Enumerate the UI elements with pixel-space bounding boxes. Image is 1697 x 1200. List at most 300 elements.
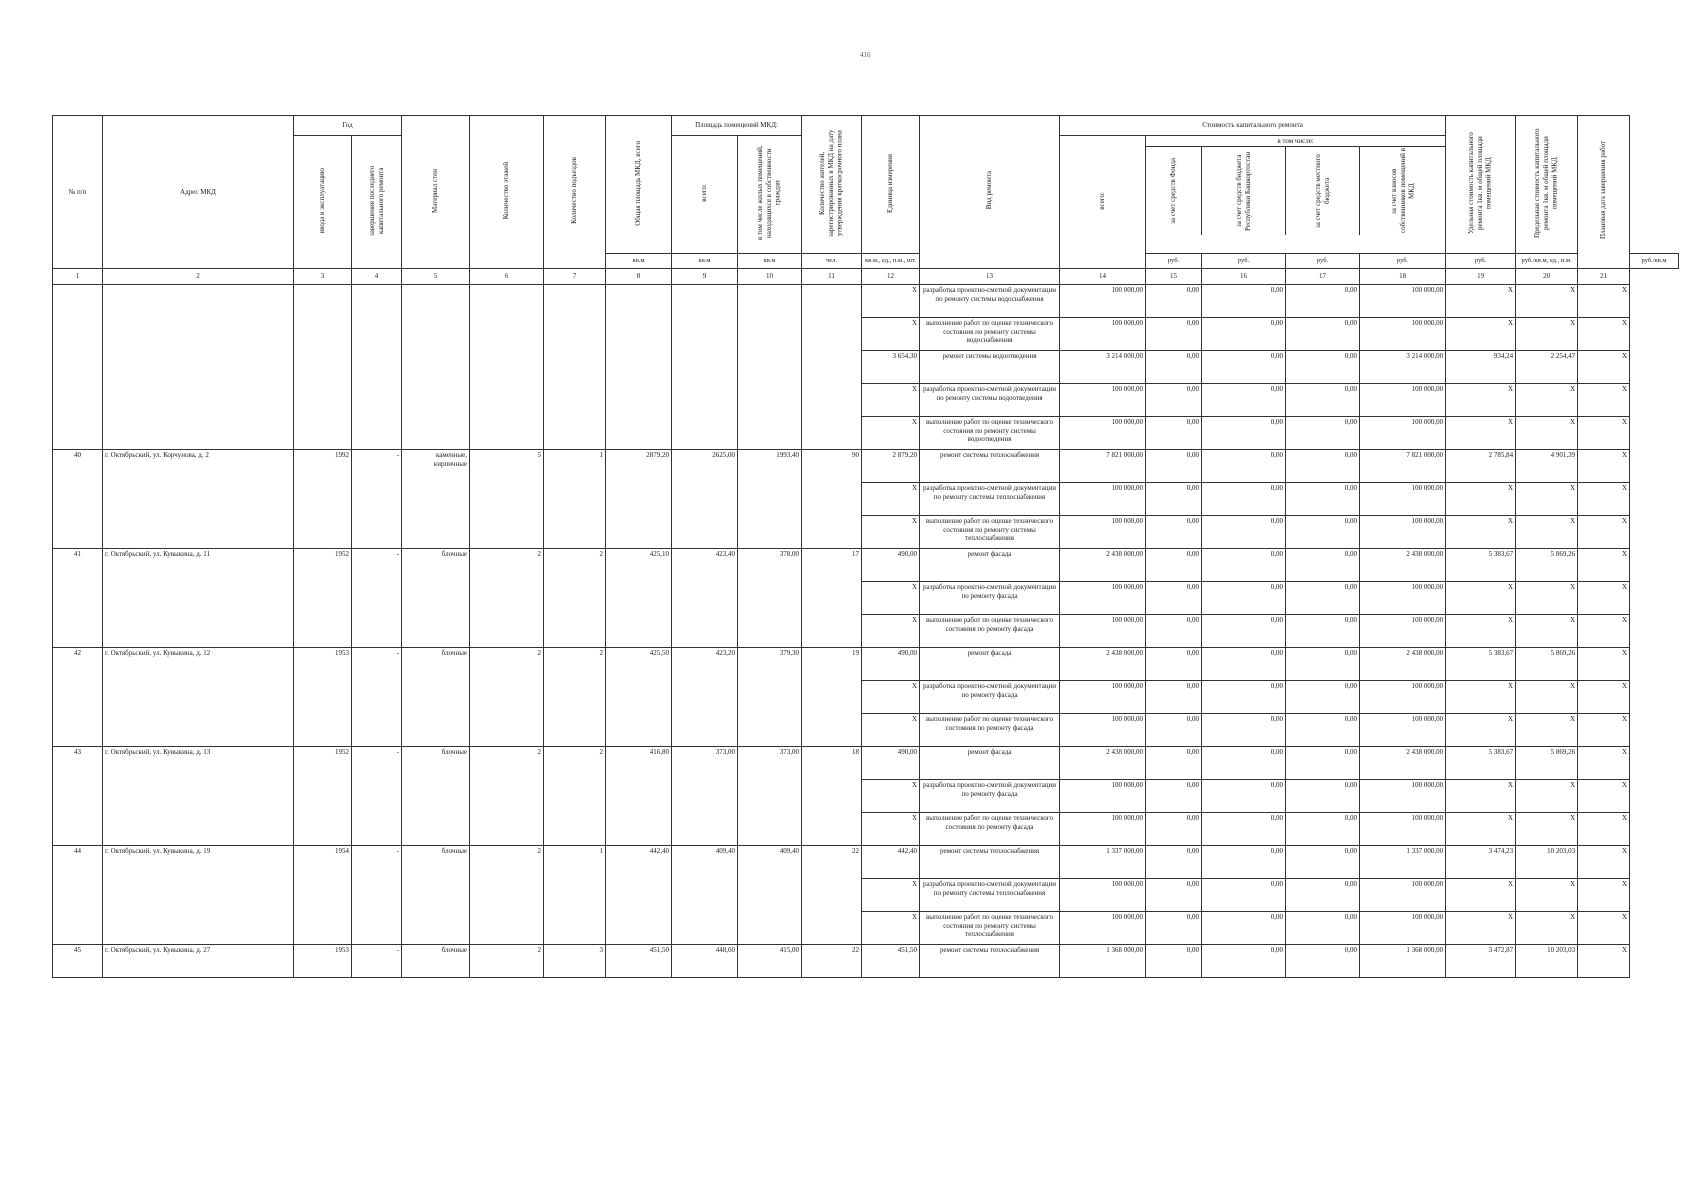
repair-type-cell: выполнение работ по оценке технического состояния по ремонту системы водоснабжения bbox=[920, 317, 1060, 350]
cost-total-cell: 2 438 000,00 bbox=[1060, 647, 1146, 680]
column-index-cell: 11 bbox=[802, 268, 862, 284]
cost-fund-cell: 0,00 bbox=[1146, 614, 1202, 647]
planned-date-cell: X bbox=[1578, 284, 1630, 317]
total-area-cell: 416,80 bbox=[606, 746, 672, 845]
cost-republic-cell: 0,00 bbox=[1202, 779, 1286, 812]
last-repair-cell: - bbox=[352, 845, 402, 944]
header-premises-group: Площадь помещений МКД: bbox=[672, 116, 802, 136]
cost-owners-cell: 100 000,00 bbox=[1360, 812, 1446, 845]
cost-owners-cell: 100 000,00 bbox=[1360, 416, 1446, 449]
address-cell bbox=[103, 284, 294, 449]
column-index-cell: 17 bbox=[1286, 268, 1360, 284]
year-cell: 1954 bbox=[294, 845, 352, 944]
cost-owners-cell: 100 000,00 bbox=[1360, 878, 1446, 911]
repair-type-cell: разработка проектно-сметной документации по ремонту системы водоотведения bbox=[920, 383, 1060, 416]
quantity-cell: X bbox=[862, 878, 920, 911]
no-cell: 43 bbox=[53, 746, 103, 845]
repair-type-cell: выполнение работ по оценке технического состояния по ремонту системы теплоснабжения bbox=[920, 515, 1060, 548]
last-repair-cell: - bbox=[352, 746, 402, 845]
entrances-cell: 2 bbox=[544, 647, 606, 746]
floors-cell bbox=[470, 284, 544, 449]
header-owners: за счет взносов собственников помещений в МКД bbox=[1389, 148, 1416, 234]
quantity-cell: X bbox=[862, 284, 920, 317]
cost-republic-cell: 0,00 bbox=[1202, 548, 1286, 581]
planned-date-cell: X bbox=[1578, 416, 1630, 449]
specific-cost-cell: 2 785,84 bbox=[1446, 449, 1516, 482]
repair-type-cell: разработка проектно-сметной документации по ремонту фасада bbox=[920, 680, 1060, 713]
address-cell: г. Октябрьский, ул. Кувыкина, д. 12 bbox=[103, 647, 294, 746]
cost-owners-cell: 2 438 000,00 bbox=[1360, 647, 1446, 680]
cost-republic-cell: 0,00 bbox=[1202, 350, 1286, 383]
cost-total-cell: 100 000,00 bbox=[1060, 779, 1146, 812]
cost-local-cell: 0,00 bbox=[1286, 317, 1360, 350]
repair-type-cell: разработка проектно-сметной документации по ремонту фасада bbox=[920, 581, 1060, 614]
header-cost-group: Стоимость капитального ремонта bbox=[1060, 116, 1446, 136]
page-number: 416 bbox=[860, 51, 871, 59]
cost-owners-cell: 2 438 000,00 bbox=[1360, 746, 1446, 779]
cost-local-cell: 0,00 bbox=[1286, 482, 1360, 515]
repair-type-cell: ремонт системы водоотведения bbox=[920, 350, 1060, 383]
unit-cell: руб. bbox=[1360, 253, 1446, 268]
planned-date-cell: X bbox=[1578, 680, 1630, 713]
max-cost-cell: X bbox=[1516, 680, 1578, 713]
column-index-cell: 9 bbox=[672, 268, 738, 284]
header-local: за счет средств местного бюджета bbox=[1313, 154, 1331, 228]
last-repair-cell: - bbox=[352, 944, 402, 977]
quantity-cell: 3 654,30 bbox=[862, 350, 920, 383]
address-cell: г. Октябрьский, ул. Кувыкина, д. 11 bbox=[103, 548, 294, 647]
quantity-cell: 442,40 bbox=[862, 845, 920, 878]
total-area-cell: 451,50 bbox=[606, 944, 672, 977]
repair-type-cell: ремонт фасада bbox=[920, 746, 1060, 779]
last-repair-cell: - bbox=[352, 548, 402, 647]
residents-cell: 90 bbox=[802, 449, 862, 548]
cost-fund-cell: 0,00 bbox=[1146, 350, 1202, 383]
wall-cell: блочные bbox=[402, 845, 470, 944]
planned-date-cell: X bbox=[1578, 482, 1630, 515]
entrances-cell: 2 bbox=[544, 548, 606, 647]
column-index-cell: 10 bbox=[738, 268, 802, 284]
repair-type-cell: ремонт системы теплоснабжения bbox=[920, 845, 1060, 878]
header-total-area: Общая площадь МКД, всего bbox=[606, 116, 672, 254]
cost-total-cell: 100 000,00 bbox=[1060, 383, 1146, 416]
cost-local-cell: 0,00 bbox=[1286, 680, 1360, 713]
header-fund: за счет средств Фонда bbox=[1169, 158, 1178, 224]
planned-date-cell: X bbox=[1578, 350, 1630, 383]
cost-local-cell: 0,00 bbox=[1286, 350, 1360, 383]
max-cost-cell: X bbox=[1516, 713, 1578, 746]
max-cost-cell: X bbox=[1516, 515, 1578, 548]
specific-cost-cell: X bbox=[1446, 284, 1516, 317]
column-index-cell: 5 bbox=[402, 268, 470, 284]
address-cell: г. Октябрьский, ул. Корчунова, д. 2 bbox=[103, 449, 294, 548]
cost-local-cell: 0,00 bbox=[1286, 911, 1360, 944]
repair-type-cell: разработка проектно-сметной документации по ремонту фасада bbox=[920, 779, 1060, 812]
entrances-cell bbox=[544, 284, 606, 449]
table-row bbox=[53, 548, 1679, 581]
wall-cell: блочные bbox=[402, 944, 470, 977]
cost-total-cell: 100 000,00 bbox=[1060, 482, 1146, 515]
header-address: Адрес МКД bbox=[103, 116, 294, 269]
max-cost-cell: X bbox=[1516, 911, 1578, 944]
unit-cell: руб. bbox=[1202, 253, 1286, 268]
table-body bbox=[53, 268, 1679, 977]
total-area-cell: 442,40 bbox=[606, 845, 672, 944]
last-repair-cell: - bbox=[352, 647, 402, 746]
cost-fund-cell: 0,00 bbox=[1146, 284, 1202, 317]
cost-fund-cell: 0,00 bbox=[1146, 845, 1202, 878]
column-index-cell: 13 bbox=[920, 268, 1060, 284]
cost-fund-cell: 0,00 bbox=[1146, 548, 1202, 581]
header-premises-total: всего: bbox=[672, 136, 738, 254]
max-cost-cell: X bbox=[1516, 416, 1578, 449]
cost-total-cell: 2 438 000,00 bbox=[1060, 548, 1146, 581]
cost-total-cell: 100 000,00 bbox=[1060, 581, 1146, 614]
cost-fund-cell: 0,00 bbox=[1146, 746, 1202, 779]
cost-owners-cell: 100 000,00 bbox=[1360, 911, 1446, 944]
repair-plan-table bbox=[52, 115, 1679, 978]
quantity-cell: 451,50 bbox=[862, 944, 920, 977]
specific-cost-cell: X bbox=[1446, 812, 1516, 845]
repair-type-cell: ремонт системы теплоснабжения bbox=[920, 944, 1060, 977]
header-premises-owned: в том числе жилых помещений, находящихся в собственности граждан bbox=[738, 136, 802, 254]
quantity-cell: 490,00 bbox=[862, 548, 920, 581]
header-year-commission: ввода в эксплуатацию bbox=[294, 136, 352, 269]
premises-owned-cell: 1993,40 bbox=[738, 449, 802, 548]
cost-fund-cell: 0,00 bbox=[1146, 647, 1202, 680]
specific-cost-cell: X bbox=[1446, 911, 1516, 944]
entrances-cell: 2 bbox=[544, 746, 606, 845]
repair-type-cell: выполнение работ по оценке технического состояния по ремонту фасада bbox=[920, 812, 1060, 845]
cost-republic-cell: 0,00 bbox=[1202, 713, 1286, 746]
cost-republic-cell: 0,00 bbox=[1202, 383, 1286, 416]
header-repair-type: Вид ремонта bbox=[920, 116, 1060, 269]
specific-cost-cell: X bbox=[1446, 614, 1516, 647]
address-cell: г. Октябрьский, ул. Кувыкина, д. 27 bbox=[103, 944, 294, 977]
cost-total-cell: 100 000,00 bbox=[1060, 878, 1146, 911]
header-including: в том числе: за счет средств Фонда за счет средств бюджета Республики Башкортостан за счет средств местного бюджета за счет взносов собственников помещений в МКД bbox=[1146, 136, 1446, 254]
max-cost-cell: 2 254,47 bbox=[1516, 350, 1578, 383]
max-cost-cell: X bbox=[1516, 482, 1578, 515]
unit-cell: кв.м bbox=[672, 253, 738, 268]
premises-owned-cell: 415,00 bbox=[738, 944, 802, 977]
column-index-cell: 21 bbox=[1578, 268, 1630, 284]
unit-cell: руб. bbox=[1446, 253, 1516, 268]
floors-cell: 2 bbox=[470, 548, 544, 647]
cost-local-cell: 0,00 bbox=[1286, 416, 1360, 449]
premises-owned-cell: 409,40 bbox=[738, 845, 802, 944]
planned-date-cell: X bbox=[1578, 548, 1630, 581]
cost-fund-cell: 0,00 bbox=[1146, 383, 1202, 416]
header-year-last-repair: завершения последнего капитального ремонта bbox=[352, 136, 402, 269]
planned-date-cell: X bbox=[1578, 515, 1630, 548]
address-cell: г. Октябрьский, ул. Кувыкина, д. 19 bbox=[103, 845, 294, 944]
entrances-cell: 1 bbox=[544, 449, 606, 548]
cost-local-cell: 0,00 bbox=[1286, 449, 1360, 482]
max-cost-cell: X bbox=[1516, 779, 1578, 812]
max-cost-cell: 10 203,03 bbox=[1516, 845, 1578, 878]
max-cost-cell: 10 203,03 bbox=[1516, 944, 1578, 977]
cost-republic-cell: 0,00 bbox=[1202, 449, 1286, 482]
premises-total-cell: 448,60 bbox=[672, 944, 738, 977]
header-wall: Материал стен bbox=[402, 116, 470, 269]
cost-fund-cell: 0,00 bbox=[1146, 944, 1202, 977]
floors-cell: 2 bbox=[470, 746, 544, 845]
table-row bbox=[53, 647, 1679, 680]
cost-republic-cell: 0,00 bbox=[1202, 812, 1286, 845]
cost-total-cell: 1 368 000,00 bbox=[1060, 944, 1146, 977]
header-unit: Единица измерения bbox=[862, 116, 920, 254]
cost-fund-cell: 0,00 bbox=[1146, 713, 1202, 746]
unit-cell: руб./кв.м, ед., п.м. bbox=[1516, 253, 1578, 268]
cost-local-cell: 0,00 bbox=[1286, 713, 1360, 746]
premises-total-cell: 423,20 bbox=[672, 647, 738, 746]
planned-date-cell: X bbox=[1578, 812, 1630, 845]
quantity-cell: X bbox=[862, 317, 920, 350]
max-cost-cell: X bbox=[1516, 383, 1578, 416]
cost-local-cell: 0,00 bbox=[1286, 845, 1360, 878]
repair-type-cell: разработка проектно-сметной документации по ремонту системы теплоснабжения bbox=[920, 482, 1060, 515]
quantity-cell: 2 879,20 bbox=[862, 449, 920, 482]
year-cell: 1952 bbox=[294, 746, 352, 845]
total-area-cell: 2879,20 bbox=[606, 449, 672, 548]
year-cell: 1953 bbox=[294, 647, 352, 746]
repair-type-cell: ремонт фасада bbox=[920, 647, 1060, 680]
header-no: № п/п bbox=[53, 116, 103, 269]
cost-republic-cell: 0,00 bbox=[1202, 647, 1286, 680]
quantity-cell: X bbox=[862, 581, 920, 614]
column-index-cell: 4 bbox=[352, 268, 402, 284]
cost-fund-cell: 0,00 bbox=[1146, 515, 1202, 548]
premises-total-cell: 373,00 bbox=[672, 746, 738, 845]
cost-total-cell: 100 000,00 bbox=[1060, 317, 1146, 350]
cost-owners-cell: 3 214 000,00 bbox=[1360, 350, 1446, 383]
quantity-cell: 490,00 bbox=[862, 746, 920, 779]
cost-owners-cell: 100 000,00 bbox=[1360, 680, 1446, 713]
column-index-cell: 1 bbox=[53, 268, 103, 284]
cost-local-cell: 0,00 bbox=[1286, 779, 1360, 812]
cost-owners-cell: 100 000,00 bbox=[1360, 779, 1446, 812]
wall-cell: каменные, кирпичные bbox=[402, 449, 470, 548]
cost-owners-cell: 1 368 000,00 bbox=[1360, 944, 1446, 977]
max-cost-cell: 5 869,26 bbox=[1516, 647, 1578, 680]
column-index-cell: 20 bbox=[1516, 268, 1578, 284]
unit-cell: руб. bbox=[1146, 253, 1202, 268]
cost-total-cell: 3 214 000,00 bbox=[1060, 350, 1146, 383]
planned-date-cell: X bbox=[1578, 581, 1630, 614]
cost-total-cell: 100 000,00 bbox=[1060, 284, 1146, 317]
column-index-cell: 3 bbox=[294, 268, 352, 284]
premises-total-cell: 2625,00 bbox=[672, 449, 738, 548]
repair-plan-table-container bbox=[52, 115, 1679, 978]
cost-owners-cell: 100 000,00 bbox=[1360, 383, 1446, 416]
cost-owners-cell: 100 000,00 bbox=[1360, 614, 1446, 647]
quantity-cell: X bbox=[862, 416, 920, 449]
table-row bbox=[53, 845, 1679, 878]
cost-total-cell: 100 000,00 bbox=[1060, 614, 1146, 647]
cost-republic-cell: 0,00 bbox=[1202, 482, 1286, 515]
quantity-cell: X bbox=[862, 713, 920, 746]
cost-fund-cell: 0,00 bbox=[1146, 680, 1202, 713]
planned-date-cell: X bbox=[1578, 317, 1630, 350]
wall-cell: блочные bbox=[402, 647, 470, 746]
cost-owners-cell: 100 000,00 bbox=[1360, 581, 1446, 614]
cost-republic-cell: 0,00 bbox=[1202, 878, 1286, 911]
table-row bbox=[53, 944, 1679, 977]
repair-type-cell: разработка проектно-сметной документации по ремонту системы теплоснабжения bbox=[920, 878, 1060, 911]
column-index-cell: 15 bbox=[1146, 268, 1202, 284]
cost-fund-cell: 0,00 bbox=[1146, 812, 1202, 845]
max-cost-cell: X bbox=[1516, 581, 1578, 614]
specific-cost-cell: X bbox=[1446, 878, 1516, 911]
planned-date-cell: X bbox=[1578, 911, 1630, 944]
cost-local-cell: 0,00 bbox=[1286, 944, 1360, 977]
header-floors: Количество этажей bbox=[470, 116, 544, 269]
specific-cost-cell: X bbox=[1446, 416, 1516, 449]
entrances-cell: 1 bbox=[544, 845, 606, 944]
quantity-cell: X bbox=[862, 515, 920, 548]
cost-republic-cell: 0,00 bbox=[1202, 284, 1286, 317]
floors-cell: 2 bbox=[470, 944, 544, 977]
specific-cost-cell: X bbox=[1446, 482, 1516, 515]
cost-fund-cell: 0,00 bbox=[1146, 449, 1202, 482]
cost-owners-cell: 7 821 000,00 bbox=[1360, 449, 1446, 482]
max-cost-cell: X bbox=[1516, 284, 1578, 317]
max-cost-cell: 4 901,39 bbox=[1516, 449, 1578, 482]
cost-total-cell: 100 000,00 bbox=[1060, 713, 1146, 746]
header-year-group: Год bbox=[294, 116, 402, 136]
no-cell: 42 bbox=[53, 647, 103, 746]
planned-date-cell: X bbox=[1578, 878, 1630, 911]
repair-type-cell: выполнение работ по оценке технического состояния по ремонту системы водоотведения bbox=[920, 416, 1060, 449]
max-cost-cell: 5 869,26 bbox=[1516, 548, 1578, 581]
entrances-cell: 3 bbox=[544, 944, 606, 977]
max-cost-cell: 5 869,26 bbox=[1516, 746, 1578, 779]
wall-cell: блочные bbox=[402, 746, 470, 845]
header-max-cost: Предельная стоимость капитального ремонта 1кв. м общей площади помещений МКД bbox=[1516, 116, 1578, 254]
cost-local-cell: 0,00 bbox=[1286, 581, 1360, 614]
header-entrances: Количество подъездов bbox=[544, 116, 606, 269]
floors-cell: 5 bbox=[470, 449, 544, 548]
cost-owners-cell: 100 000,00 bbox=[1360, 482, 1446, 515]
planned-date-cell: X bbox=[1578, 647, 1630, 680]
quantity-cell: 490,00 bbox=[862, 647, 920, 680]
premises-owned-cell: 379,30 bbox=[738, 647, 802, 746]
specific-cost-cell: 5 383,67 bbox=[1446, 746, 1516, 779]
cost-fund-cell: 0,00 bbox=[1146, 416, 1202, 449]
table-row bbox=[53, 284, 1679, 317]
cost-local-cell: 0,00 bbox=[1286, 878, 1360, 911]
unit-cell: руб. bbox=[1286, 253, 1360, 268]
quantity-cell: X bbox=[862, 812, 920, 845]
planned-date-cell: X bbox=[1578, 614, 1630, 647]
quantity-cell: X bbox=[862, 383, 920, 416]
column-index-cell: 18 bbox=[1360, 268, 1446, 284]
repair-type-cell: выполнение работ по оценке технического состояния по ремонту фасада bbox=[920, 614, 1060, 647]
cost-owners-cell: 100 000,00 bbox=[1360, 317, 1446, 350]
quantity-cell: X bbox=[862, 680, 920, 713]
cost-fund-cell: 0,00 bbox=[1146, 581, 1202, 614]
table-row bbox=[53, 746, 1679, 779]
planned-date-cell: X bbox=[1578, 746, 1630, 779]
cost-owners-cell: 100 000,00 bbox=[1360, 515, 1446, 548]
cost-total-cell: 100 000,00 bbox=[1060, 416, 1146, 449]
specific-cost-cell: 934,24 bbox=[1446, 350, 1516, 383]
cost-total-cell: 100 000,00 bbox=[1060, 515, 1146, 548]
cost-local-cell: 0,00 bbox=[1286, 812, 1360, 845]
residents-cell: 17 bbox=[802, 548, 862, 647]
cost-local-cell: 0,00 bbox=[1286, 647, 1360, 680]
unit-cell: кв.м bbox=[738, 253, 802, 268]
specific-cost-cell: 3 472,87 bbox=[1446, 944, 1516, 977]
cost-local-cell: 0,00 bbox=[1286, 614, 1360, 647]
cost-fund-cell: 0,00 bbox=[1146, 779, 1202, 812]
cost-local-cell: 0,00 bbox=[1286, 746, 1360, 779]
floors-cell: 2 bbox=[470, 845, 544, 944]
planned-date-cell: X bbox=[1578, 845, 1630, 878]
column-index-cell: 6 bbox=[470, 268, 544, 284]
unit-cell: кв.м bbox=[606, 253, 672, 268]
repair-type-cell: ремонт системы теплоснабжения bbox=[920, 449, 1060, 482]
total-area-cell: 425,10 bbox=[606, 548, 672, 647]
quantity-cell: X bbox=[862, 911, 920, 944]
cost-fund-cell: 0,00 bbox=[1146, 317, 1202, 350]
residents-cell: 22 bbox=[802, 944, 862, 977]
premises-owned-cell: 373,00 bbox=[738, 746, 802, 845]
premises-owned-cell: 378,00 bbox=[738, 548, 802, 647]
cost-total-cell: 100 000,00 bbox=[1060, 812, 1146, 845]
header-republic: за счет средств бюджета Республики Башкортостан bbox=[1234, 151, 1252, 231]
header-residents: Количество жителей, зарегистрированных в МКД на дату утверждения краткосрочного плана bbox=[802, 116, 862, 254]
premises-total-cell: 423,40 bbox=[672, 548, 738, 647]
residents-cell bbox=[802, 284, 862, 449]
cost-owners-cell: 2 438 000,00 bbox=[1360, 548, 1446, 581]
specific-cost-cell: X bbox=[1446, 317, 1516, 350]
cost-republic-cell: 0,00 bbox=[1202, 746, 1286, 779]
floors-cell: 2 bbox=[470, 647, 544, 746]
cost-total-cell: 1 337 000,00 bbox=[1060, 845, 1146, 878]
year-cell: 1952 bbox=[294, 548, 352, 647]
wall-cell bbox=[402, 284, 470, 449]
residents-cell: 22 bbox=[802, 845, 862, 944]
column-index-cell: 16 bbox=[1202, 268, 1286, 284]
column-index-cell: 14 bbox=[1060, 268, 1146, 284]
planned-date-cell: X bbox=[1578, 779, 1630, 812]
cost-republic-cell: 0,00 bbox=[1202, 416, 1286, 449]
cost-republic-cell: 0,00 bbox=[1202, 845, 1286, 878]
repair-type-cell: выполнение работ по оценке технического состояния по ремонту фасада bbox=[920, 713, 1060, 746]
specific-cost-cell: X bbox=[1446, 515, 1516, 548]
column-index-row bbox=[53, 268, 1679, 284]
column-index-cell: 7 bbox=[544, 268, 606, 284]
cost-owners-cell: 100 000,00 bbox=[1360, 284, 1446, 317]
quantity-cell: X bbox=[862, 482, 920, 515]
specific-cost-cell: X bbox=[1446, 383, 1516, 416]
no-cell: 41 bbox=[53, 548, 103, 647]
header-planned-date: Плановая дата завершения работ bbox=[1578, 116, 1630, 269]
column-index-cell: 19 bbox=[1446, 268, 1516, 284]
specific-cost-cell: X bbox=[1446, 680, 1516, 713]
quantity-cell: X bbox=[862, 614, 920, 647]
max-cost-cell: X bbox=[1516, 614, 1578, 647]
no-cell: 45 bbox=[53, 944, 103, 977]
specific-cost-cell: 5 383,67 bbox=[1446, 548, 1516, 581]
cost-total-cell: 100 000,00 bbox=[1060, 911, 1146, 944]
quantity-cell: X bbox=[862, 779, 920, 812]
table-row bbox=[53, 449, 1679, 482]
cost-fund-cell: 0,00 bbox=[1146, 482, 1202, 515]
planned-date-cell: X bbox=[1578, 713, 1630, 746]
